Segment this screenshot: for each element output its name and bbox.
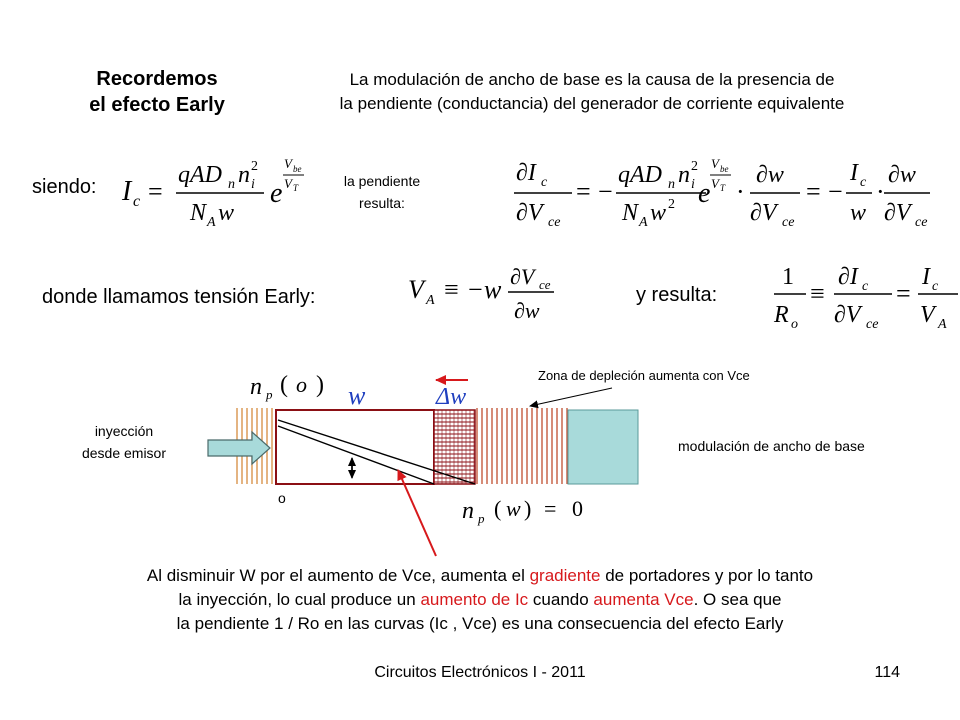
- vce-increase-highlight: aumenta Vce: [593, 590, 694, 609]
- svg-text:≡: ≡: [810, 279, 825, 308]
- conclusion-line-2: [20, 588, 940, 612]
- svg-text:A: A: [207, 215, 216, 230]
- svg-text:w: w: [506, 496, 521, 521]
- svg-text:−: −: [468, 275, 483, 304]
- svg-text:∂I: ∂I: [838, 264, 858, 290]
- svg-text:∂w: ∂w: [888, 162, 916, 188]
- svg-text:∂V: ∂V: [884, 200, 911, 226]
- svg-text:≡: ≡: [444, 275, 459, 304]
- svg-text:T: T: [720, 183, 726, 193]
- intro-line-2: la pendiente (conductancia) del generador de corriente equivalente: [339, 94, 845, 113]
- svg-text:=: =: [544, 496, 557, 521]
- title-line-1: Recordemos: [96, 68, 218, 90]
- modulation-label: modulación de ancho de base: [678, 438, 865, 454]
- svg-text:N: N: [622, 200, 639, 226]
- caption-text: . O sea que: [693, 590, 782, 609]
- svg-text:c: c: [932, 279, 939, 294]
- depletion-pointer-arrow: [530, 388, 612, 406]
- svg-text:0: 0: [572, 496, 583, 521]
- svg-text:V: V: [711, 176, 719, 191]
- svg-text:(: (: [494, 496, 502, 521]
- pendiente-line-2: resulta:: [359, 195, 405, 211]
- svg-text:∂w: ∂w: [756, 162, 784, 188]
- svg-text:V: V: [284, 156, 292, 171]
- svg-text:ce: ce: [548, 215, 561, 230]
- svg-text:T: T: [293, 183, 299, 193]
- gradient-highlight: gradiente: [529, 566, 601, 585]
- svg-text:2: 2: [691, 159, 698, 174]
- svg-text:V: V: [711, 156, 719, 171]
- base-region: [276, 410, 434, 484]
- svg-text:∂V: ∂V: [750, 200, 777, 226]
- svg-text:=: =: [896, 279, 911, 308]
- svg-text:ce: ce: [915, 215, 928, 230]
- svg-text:be: be: [293, 164, 302, 174]
- svg-text:∂V: ∂V: [516, 200, 543, 226]
- caption-text: la inyección, lo cual produce un: [178, 590, 421, 609]
- svg-text:2: 2: [251, 159, 258, 174]
- collector-depletion-region: [475, 408, 570, 484]
- svg-text:R: R: [774, 302, 789, 328]
- depletion-label: Zona de depleción aumenta con Vce: [538, 368, 750, 383]
- svg-text:c: c: [862, 279, 869, 294]
- pendiente-line-1: la pendiente: [343, 173, 421, 189]
- delta-w-label: Δw: [436, 384, 467, 410]
- svg-text:I: I: [922, 264, 930, 290]
- svg-text:1: 1: [782, 264, 794, 290]
- svg-text:−: −: [828, 177, 843, 206]
- svg-text:N: N: [190, 200, 207, 226]
- svg-text:p: p: [266, 387, 273, 402]
- caption-text: cuando: [528, 590, 594, 609]
- svg-text:w: w: [650, 200, 667, 226]
- svg-text:c: c: [133, 193, 141, 210]
- svg-text:o: o: [296, 372, 307, 397]
- svg-text:n: n: [238, 162, 250, 188]
- svg-text:(: (: [280, 372, 288, 398]
- svg-text:o: o: [791, 317, 798, 332]
- svg-text:I: I: [850, 160, 858, 186]
- svg-text:V: V: [408, 275, 424, 304]
- svg-text:e: e: [270, 178, 283, 209]
- injection-label: [62, 420, 186, 464]
- svg-text:−: −: [598, 177, 613, 206]
- svg-text:∂I: ∂I: [516, 160, 536, 186]
- svg-text:w: w: [850, 200, 867, 226]
- ic-increase-highlight: aumento de Ic: [420, 590, 529, 609]
- svg-text:p: p: [478, 511, 485, 526]
- footer-course: Circuitos Electrónicos I - 2011: [374, 664, 586, 681]
- svg-text:A: A: [938, 317, 947, 332]
- np0-label: n: [250, 374, 262, 400]
- svg-text:n: n: [228, 177, 235, 192]
- svg-text:n: n: [678, 162, 690, 188]
- caption-text: Al disminuir W por el aumento de Vce, aumenta el: [146, 566, 530, 585]
- svg-text:I: I: [122, 176, 132, 207]
- conclusion-text: [20, 564, 940, 636]
- svg-text:2: 2: [668, 197, 675, 212]
- svg-text:·: ·: [736, 177, 745, 206]
- svg-text:V: V: [920, 302, 935, 328]
- svg-text:c: c: [860, 175, 867, 190]
- svg-text:n: n: [668, 177, 675, 192]
- svg-text:V: V: [284, 176, 292, 191]
- svg-text:c: c: [541, 175, 548, 190]
- svg-text:·: ·: [876, 177, 885, 206]
- svg-text:qAD: qAD: [178, 162, 222, 188]
- svg-text:ce: ce: [866, 317, 879, 332]
- svg-text:A: A: [426, 293, 435, 308]
- intro-line-1: La modulación de ancho de base es la causa de la presencia de: [349, 70, 835, 89]
- npw-label: n: [462, 498, 474, 524]
- svg-text:be: be: [720, 164, 729, 174]
- resulta-label: y resulta:: [636, 284, 718, 306]
- svg-text:=: =: [148, 177, 163, 206]
- svg-text:ce: ce: [782, 215, 795, 230]
- svg-text:A: A: [639, 215, 648, 230]
- svg-text:i: i: [251, 177, 255, 192]
- origin-label: o: [278, 490, 286, 506]
- collector-region: [568, 410, 638, 484]
- svg-text:=: =: [806, 177, 821, 206]
- svg-text:w: w: [484, 275, 502, 304]
- caption-text: de portadores y por lo tanto: [600, 566, 814, 585]
- svg-text:i: i: [691, 177, 695, 192]
- svg-text:w: w: [218, 200, 235, 226]
- svg-text:ce: ce: [539, 277, 551, 292]
- svg-text:): ): [316, 372, 324, 398]
- svg-text:=: =: [576, 177, 591, 206]
- siendo-label: siendo:: [32, 176, 97, 198]
- w-label: w: [348, 381, 366, 410]
- injection-line-2: desde emisor: [81, 445, 167, 461]
- conclusion-line-3: la pendiente 1 / Ro en las curvas (Ic , Vce) es una consecuencia del efecto Early: [176, 614, 784, 633]
- svg-text:∂V: ∂V: [510, 264, 535, 289]
- svg-text:e: e: [698, 178, 711, 209]
- svg-text:): ): [524, 496, 532, 521]
- page-number: 114: [874, 664, 900, 681]
- svg-text:∂w: ∂w: [514, 298, 540, 323]
- conclusion-line-1: [20, 564, 940, 588]
- injection-line-1: inyección: [94, 423, 154, 439]
- svg-text:qAD: qAD: [618, 162, 662, 188]
- title-line-2: el efecto Early: [89, 94, 225, 116]
- svg-text:∂V: ∂V: [834, 302, 861, 328]
- early-voltage-label: donde llamamos tensión Early:: [42, 286, 316, 308]
